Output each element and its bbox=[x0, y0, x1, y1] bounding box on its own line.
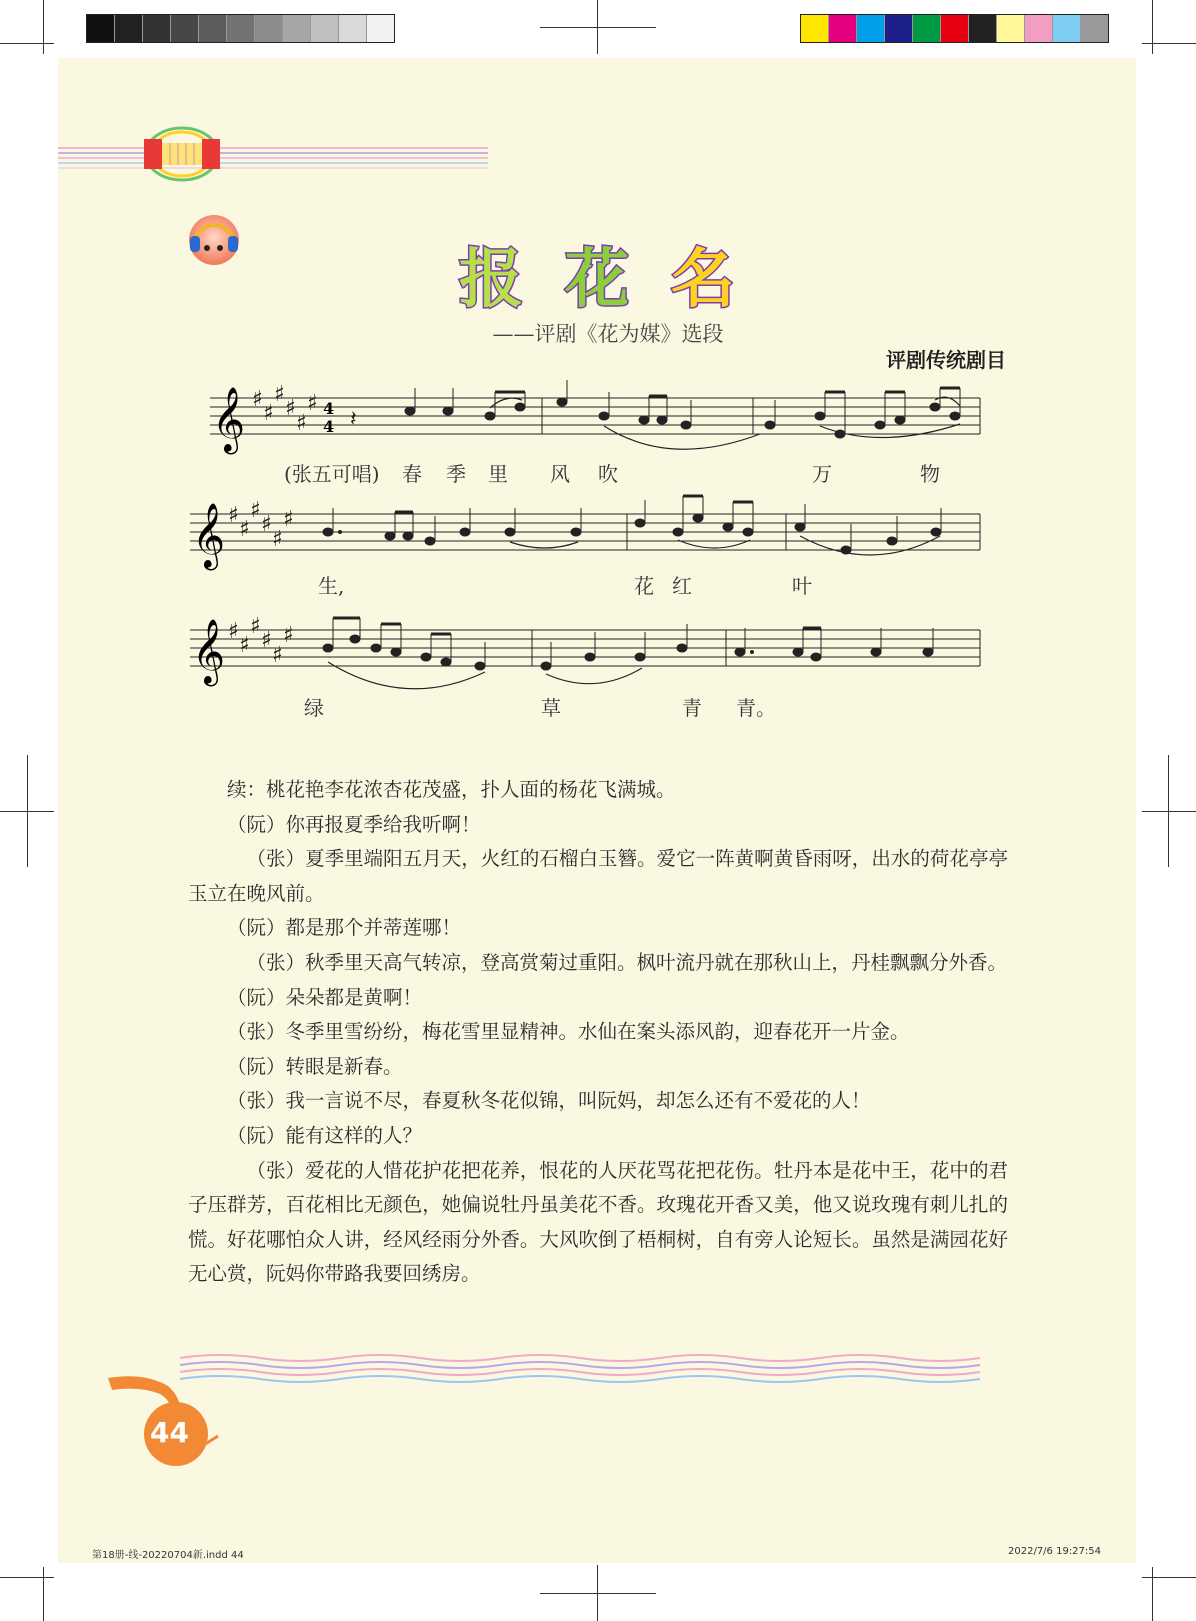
svg-text:♯: ♯ bbox=[252, 387, 263, 412]
paragraph: （张）爱花的人惜花护花把花养，恨花的人厌花骂花把花伤。牡丹本是花中王，花中的君子压群芳，百花相比无颜色，她偏说牡丹虽美花不香。玫瑰花开香又美，他又说玫瑰有刺儿扎的慌。好花哪怕众人讲，经风经雨分外香。大风吹倒了梧桐树，自有旁人论短长。虽然是满园花好无心赏，阮妈你带路我要回绣房。 bbox=[188, 1158, 1008, 1286]
title-char: 名 bbox=[671, 243, 737, 317]
gray-swatch bbox=[227, 15, 255, 42]
lyric: 物 bbox=[920, 462, 940, 486]
lyric: 青 bbox=[682, 696, 702, 720]
color-swatch bbox=[857, 15, 885, 42]
music-staff-1 bbox=[200, 378, 1000, 458]
paragraph: （张）秋季里天高气转凉，登高赏菊过重阳。枫叶流丹就在那秋山上，丹桂飘飘分外香。 bbox=[246, 950, 1008, 974]
grayscale-color-bar bbox=[86, 14, 395, 43]
color-swatch bbox=[941, 15, 969, 42]
paragraph: 续：桃花艳李花浓杏花茂盛，扑人面的杨花飞满城。 bbox=[227, 778, 676, 801]
paragraph: （阮）你再报夏季给我听啊！ bbox=[227, 812, 481, 836]
song-source: 评剧传统剧目 bbox=[886, 348, 1006, 372]
svg-text:♯: ♯ bbox=[250, 498, 261, 523]
song-title bbox=[0, 228, 1196, 320]
gray-swatch bbox=[339, 15, 367, 42]
color-swatch bbox=[1081, 15, 1108, 42]
key-signature bbox=[252, 382, 318, 436]
color-swatch bbox=[801, 15, 829, 42]
treble-clef: 𝄞 bbox=[192, 503, 226, 568]
svg-text:♯: ♯ bbox=[283, 623, 294, 648]
lyric: 季 bbox=[446, 462, 466, 486]
color-swatch bbox=[1025, 15, 1053, 42]
lyric: 叶 bbox=[792, 574, 812, 598]
svg-text:♯: ♯ bbox=[239, 517, 250, 542]
cmyk-color-bar bbox=[800, 14, 1109, 43]
lyric: 吹 bbox=[598, 462, 618, 486]
paragraph: （张）我一言说不尽，春夏秋冬花似锦，叫阮妈，却怎么还有不爱花的人！ bbox=[227, 1089, 871, 1113]
lyric: 生, bbox=[318, 574, 345, 598]
title-char: 报 bbox=[459, 243, 525, 317]
color-swatch bbox=[969, 15, 997, 42]
color-swatch bbox=[913, 15, 941, 42]
gray-swatch bbox=[143, 15, 171, 42]
color-swatch bbox=[1053, 15, 1081, 42]
lyric: 万 bbox=[812, 462, 832, 486]
wavy-lines-decoration bbox=[180, 1350, 1000, 1390]
paragraph: （阮）都是那个并蒂莲哪！ bbox=[227, 916, 462, 940]
paragraph: （张）夏季里端阳五月天，火红的石榴白玉簪。爱它一阵黄啊黄昏雨呀，出水的荷花亭亭玉立在晚风前。 bbox=[188, 847, 1008, 905]
svg-text:♯: ♯ bbox=[261, 512, 272, 537]
key-signature bbox=[228, 498, 294, 552]
song-subtitle: ——评剧《花为媒》选段 bbox=[492, 322, 724, 346]
slurs bbox=[510, 536, 940, 555]
lyric: 花 bbox=[634, 574, 654, 598]
color-swatch bbox=[885, 15, 913, 42]
footer-timestamp: 2022/7/6 19:27:54 bbox=[1008, 1546, 1102, 1557]
title-char: 花 bbox=[565, 243, 631, 317]
svg-text:♯: ♯ bbox=[228, 619, 239, 644]
lyric: 绿 bbox=[304, 696, 324, 720]
key-signature bbox=[228, 614, 294, 668]
accordion-icon bbox=[140, 125, 224, 183]
gray-swatch bbox=[87, 15, 115, 42]
paragraph: （阮）朵朵都是黄啊！ bbox=[227, 985, 423, 1009]
notes bbox=[350, 380, 960, 438]
gray-swatch bbox=[255, 15, 283, 42]
svg-text:♯: ♯ bbox=[274, 382, 285, 407]
gray-swatch bbox=[283, 15, 311, 42]
svg-text:♯: ♯ bbox=[272, 527, 283, 552]
treble-clef: 𝄞 bbox=[192, 619, 226, 684]
time-signature-bottom: 4 bbox=[323, 417, 335, 436]
gray-swatch bbox=[311, 15, 339, 42]
music-staff-2 bbox=[180, 494, 1000, 574]
header-stripe bbox=[58, 138, 488, 178]
svg-text:♯: ♯ bbox=[263, 401, 274, 426]
svg-text:♯: ♯ bbox=[307, 391, 318, 416]
svg-text:♯: ♯ bbox=[285, 396, 296, 421]
page-number: 44 bbox=[150, 1416, 189, 1449]
color-swatch bbox=[829, 15, 857, 42]
lyric: 青。 bbox=[736, 696, 776, 720]
paragraph: （张）冬季里雪纷纷，梅花雪里显精神。水仙在案头添风韵，迎春花开一片金。 bbox=[227, 1020, 910, 1044]
time-signature-top: 4 bbox=[323, 399, 335, 418]
color-swatch bbox=[997, 15, 1025, 42]
svg-text:♯: ♯ bbox=[250, 614, 261, 639]
paragraph: （阮）转眼是新春。 bbox=[227, 1054, 403, 1078]
lyric: 春 bbox=[402, 462, 422, 486]
svg-text:♯: ♯ bbox=[228, 503, 239, 528]
lyric: 草 bbox=[541, 696, 561, 720]
svg-text:𝄽: 𝄽 bbox=[350, 407, 357, 432]
gray-swatch bbox=[171, 15, 199, 42]
music-staff-3 bbox=[180, 610, 1000, 700]
gray-swatch bbox=[115, 15, 143, 42]
lyrics-text bbox=[188, 773, 1008, 1292]
svg-text:♯: ♯ bbox=[239, 633, 250, 658]
lyric: 风 bbox=[550, 462, 570, 486]
lyric-singer: (张五可唱) bbox=[284, 462, 380, 486]
treble-clef: 𝄞 bbox=[212, 387, 246, 452]
svg-text:♯: ♯ bbox=[283, 507, 294, 532]
paragraph: （阮）能有这样的人？ bbox=[227, 1123, 423, 1147]
svg-text:♯: ♯ bbox=[272, 643, 283, 668]
lyric: 里 bbox=[488, 462, 508, 486]
svg-text:♯: ♯ bbox=[261, 628, 272, 653]
notes bbox=[323, 496, 941, 554]
lyric: 红 bbox=[672, 574, 692, 598]
gray-swatch bbox=[199, 15, 227, 42]
svg-text:♯: ♯ bbox=[296, 411, 307, 436]
footer-file-info: 第18册-线-20220704新.indd 44 bbox=[92, 1550, 244, 1561]
gray-swatch bbox=[367, 15, 394, 42]
notes bbox=[323, 618, 933, 670]
